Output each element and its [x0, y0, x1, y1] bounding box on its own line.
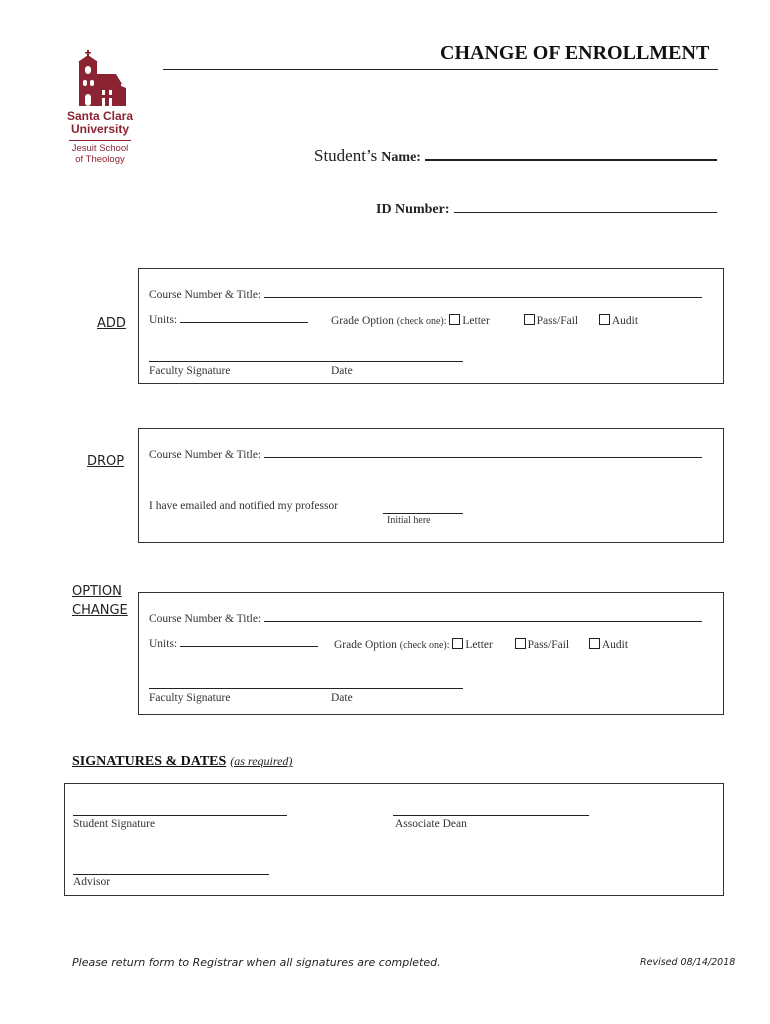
university-logo: [64, 50, 136, 172]
add-letter-label: Letter: [462, 315, 490, 327]
add-grade-row: [331, 314, 638, 327]
signatures-heading-row: [72, 752, 292, 770]
footer-revised: Revised 08/14/2018: [640, 957, 736, 968]
option-change-section-box: [138, 592, 724, 715]
add-section-box: [138, 268, 724, 384]
student-signature-line[interactable]: [73, 815, 287, 816]
drop-notified-text: I have emailed and notified my professor: [149, 500, 339, 512]
signatures-box: [64, 783, 724, 896]
add-passfail-checkbox[interactable]: [524, 314, 535, 325]
add-date-label: Date: [331, 365, 353, 377]
option-faculty-signature-label: Faculty Signature: [149, 692, 231, 704]
student-name-field[interactable]: [425, 159, 717, 161]
option-change-line1: OPTION: [72, 584, 122, 599]
associate-dean-line[interactable]: [393, 815, 589, 816]
option-units-field[interactable]: [180, 646, 318, 647]
id-number-row: [376, 200, 717, 218]
associate-dean-label: Associate Dean: [395, 818, 467, 830]
add-passfail-label: Pass/Fail: [536, 315, 579, 327]
add-course-field[interactable]: [264, 297, 702, 298]
drop-initial-label: Initial here: [387, 515, 431, 526]
signatures-as-required: (as required): [230, 754, 293, 768]
logo-university-name: Santa Clara University: [66, 109, 134, 136]
option-audit-label: Audit: [601, 639, 629, 651]
option-change-section-label: [72, 582, 128, 620]
option-grade-row: [334, 638, 628, 651]
drop-section-label: DROP: [87, 454, 125, 469]
add-signature-line[interactable]: [149, 361, 463, 362]
option-date-label: Date: [331, 692, 353, 704]
option-check-one: (check one):: [399, 640, 450, 651]
option-course-field[interactable]: [264, 621, 702, 622]
student-name-row: [314, 146, 717, 166]
title-rule: [163, 69, 718, 70]
drop-initial-field[interactable]: [383, 513, 463, 514]
drop-course-label: Course Number & Title:: [149, 449, 262, 461]
logo-school-name: Jesuit School of Theology: [71, 143, 129, 165]
add-grade-label: Grade Option: [331, 315, 394, 327]
drop-section-box: [138, 428, 724, 543]
drop-course-field[interactable]: [264, 457, 702, 458]
page-title: CHANGE OF ENROLLMENT: [440, 42, 710, 64]
option-change-line2: CHANGE: [72, 603, 128, 618]
option-letter-label: Letter: [465, 639, 493, 651]
add-audit-label: Audit: [611, 315, 639, 327]
option-grade-label: Grade Option: [334, 639, 397, 651]
id-number-field[interactable]: [454, 212, 717, 213]
footer-instruction: Please return form to Registrar when all signatures are completed.: [72, 956, 441, 969]
option-passfail-label: Pass/Fail: [527, 639, 570, 651]
option-course-label: Course Number & Title:: [149, 613, 262, 625]
add-course-label: Course Number & Title:: [149, 289, 262, 301]
option-units-row: [149, 638, 318, 650]
logo-divider: [69, 140, 131, 141]
option-signature-line[interactable]: [149, 688, 463, 689]
add-course-row: [149, 289, 702, 301]
option-audit-checkbox[interactable]: [589, 638, 600, 649]
add-audit-checkbox[interactable]: [599, 314, 610, 325]
student-name-label: Name:: [381, 150, 421, 165]
add-units-field[interactable]: [180, 322, 308, 323]
advisor-label: Advisor: [73, 876, 111, 888]
add-faculty-signature-label: Faculty Signature: [149, 365, 231, 377]
mission-church-icon: [64, 50, 136, 110]
id-number-label: ID Number:: [376, 202, 450, 217]
option-course-row: [149, 613, 702, 625]
add-check-one: (check one):: [396, 316, 447, 327]
add-section-label: ADD: [97, 316, 126, 331]
option-passfail-checkbox[interactable]: [515, 638, 526, 649]
add-units-label: Units:: [149, 314, 178, 326]
advisor-line[interactable]: [73, 874, 269, 875]
student-prefix: Student’s: [314, 146, 378, 165]
add-letter-checkbox[interactable]: [449, 314, 460, 325]
drop-course-row: [149, 449, 702, 461]
student-signature-label: Student Signature: [73, 818, 156, 830]
signatures-heading: SIGNATURES & DATES: [72, 754, 227, 769]
option-letter-checkbox[interactable]: [452, 638, 463, 649]
option-units-label: Units:: [149, 638, 178, 650]
add-units-row: [149, 314, 308, 326]
